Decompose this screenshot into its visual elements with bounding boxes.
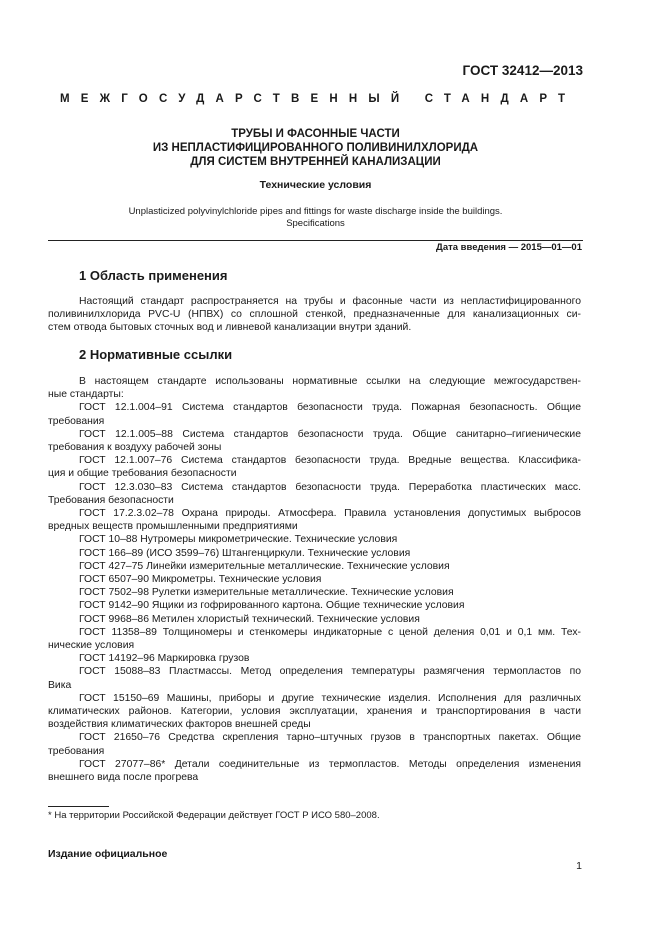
introduction-date: Дата введения — 2015—01—01 xyxy=(436,242,582,253)
reference-line: ГОСТ 15088–83 Пластмассы. Метод определения температуры размягчения термопластов по xyxy=(79,666,581,678)
reference-line: ГОСТ 14192–96 Маркировка грузов xyxy=(79,653,250,665)
reference-line: ГОСТ 12.1.005–88 Система стандартов безопасности труда. Общие санитарно–гигиенические xyxy=(79,428,581,440)
reference-line: ГОСТ 11358–89 Толщиномеры и стенкомеры индикаторные с ценой деления 0,01 и 0,1 мм. Тех- xyxy=(79,626,581,638)
text-line: ные стандарты: xyxy=(48,389,124,401)
reference-line: требования xyxy=(48,745,105,757)
reference-line: ГОСТ 9968–86 Метилен хлористый технический. Технические условия xyxy=(79,613,420,625)
interstate-standard-label: МЕЖГОСУДАРСТВЕННЫЙ СТАНДАРТ xyxy=(60,93,577,105)
reference-line: ция и общие требования безопасности xyxy=(48,468,237,480)
section-2-body xyxy=(48,375,581,784)
reference-line: ГОСТ 7502–98 Рулетки измерительные металлические. Технические условия xyxy=(79,587,454,599)
text-line: Настоящий стандарт распространяется на трубы и фасонные части из непластифицированного xyxy=(79,296,581,307)
english-title xyxy=(48,206,583,230)
title-line: ДЛЯ СИСТЕМ ВНУТРЕННЕЙ КАНАЛИЗАЦИИ xyxy=(190,156,441,168)
reference-line: ГОСТ 10–88 Нутромеры микрометрические. Технические условия xyxy=(79,534,398,546)
reference-line: вредных веществ промышленными предприятиями xyxy=(48,521,298,533)
reference-line: ГОСТ 27077–86* Детали соединительные из термопластов. Методы определения изменения xyxy=(79,758,581,770)
official-edition-label: Издание официальное xyxy=(48,848,168,860)
reference-line: ГОСТ 21650–76 Средства скрепления тарно–штучных грузов в транспортных пакетах. Общие xyxy=(79,732,581,744)
footnote-divider xyxy=(48,806,109,807)
reference-line: ГОСТ 166–89 (ИСО 3599–76) Штангенциркули. Технические условия xyxy=(79,547,411,559)
reference-line: ГОСТ 12.1.004–91 Система стандартов безопасности труда. Пожарная безопасность. Общие xyxy=(79,402,581,414)
text-line: стем отвода бытовых сточных вод и ливневой канализации внутри зданий. xyxy=(48,322,412,334)
section-2-heading: 2 Нормативные ссылки xyxy=(79,347,233,362)
reference-line: нические условия xyxy=(48,640,135,652)
reference-line: ГОСТ 6507–90 Микрометры. Технические условия xyxy=(79,574,322,586)
english-title-line: Unplasticized polyvinylchloride pipes and fittings for waste discharge inside the buildings. xyxy=(128,206,503,217)
text-line: В настоящем стандарте использованы нормативные ссылки на следующие межгосударствен- xyxy=(79,376,581,387)
english-title-line: Specifications xyxy=(286,218,345,229)
reference-line: климатических районов. Категории, условия эксплуатации, хранения и транспортирования в части xyxy=(48,706,581,718)
reference-line: ГОСТ 15150–69 Машины, приборы и другие технические изделия. Исполнения для различных xyxy=(79,692,581,704)
reference-line: Вика xyxy=(48,679,72,691)
document-title xyxy=(48,127,583,169)
page-number: 1 xyxy=(576,860,582,872)
reference-line: внешнего вида после прогрева xyxy=(48,772,199,784)
reference-line: требования к воздуху рабочей зоны xyxy=(48,442,222,454)
section-1-body xyxy=(48,295,581,335)
reference-line: ГОСТ 427–75 Линейки измерительные металлические. Технические условия xyxy=(79,560,450,572)
reference-line: ГОСТ 12.3.030–83 Система стандартов безопасности труда. Переработка пластических масс. xyxy=(79,481,581,493)
header-divider xyxy=(48,240,583,241)
reference-line: воздействия климатических факторов внешней среды xyxy=(48,719,311,731)
reference-line: ГОСТ 12.1.007–76 Система стандартов безопасности труда. Вредные вещества. Классифика- xyxy=(79,455,581,467)
title-line: ИЗ НЕПЛАСТИФИЦИРОВАННОГО ПОЛИВИНИЛХЛОРИДА xyxy=(152,142,479,154)
reference-line: Требования безопасности xyxy=(48,494,174,506)
document-subtitle: Технические условия xyxy=(259,179,372,191)
text-line: поливинилхлорида PVC-U (НПВХ) со сплошной стенкой, предназначенные для канализационных си- xyxy=(48,309,581,321)
reference-line: требования xyxy=(48,415,105,427)
title-line: ТРУБЫ И ФАСОННЫЕ ЧАСТИ xyxy=(231,128,400,140)
footnote: * На территории Российской Федерации действует ГОСТ Р ИСО 580–2008. xyxy=(48,810,380,821)
section-1-heading: 1 Область применения xyxy=(79,268,228,283)
reference-line: ГОСТ 17.2.3.02–78 Охрана природы. Атмосфера. Правила установления допустимых выбросов xyxy=(79,508,581,520)
standard-number: ГОСТ 32412—2013 xyxy=(462,63,583,78)
reference-line: ГОСТ 9142–90 Ящики из гофрированного картона. Общие технические условия xyxy=(79,600,465,612)
